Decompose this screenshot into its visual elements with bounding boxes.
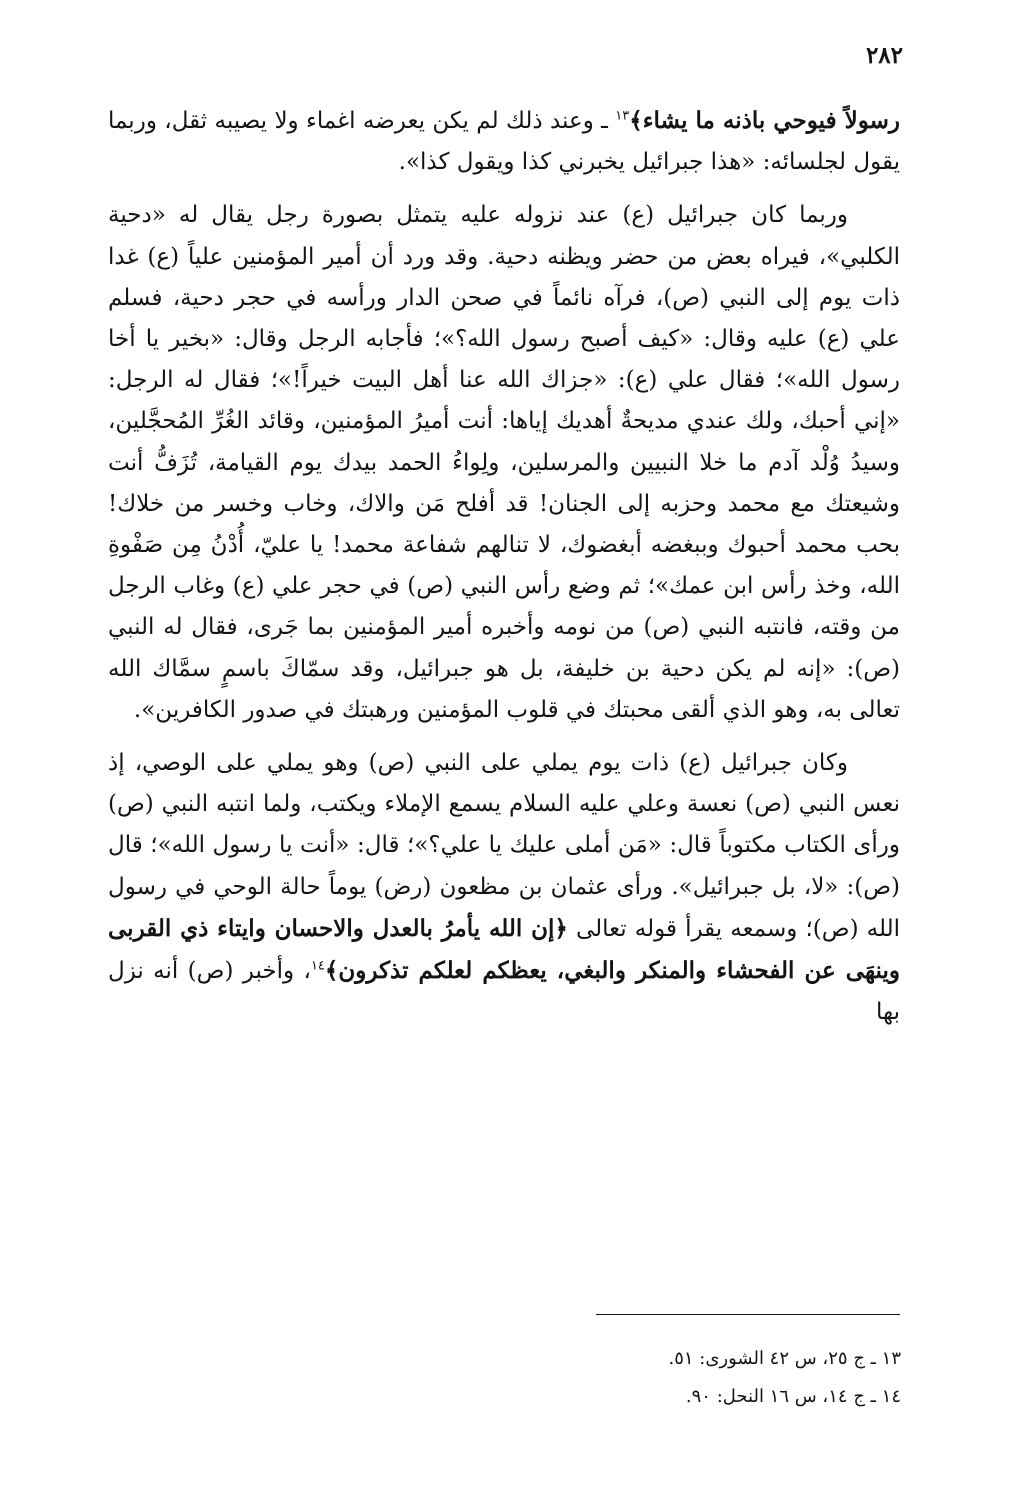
paragraph-3-end-text: ، وأخبر (ص) أنه نزل بها [108, 958, 900, 1026]
footnote-14: ١٤ ـ ج ١٤، س ١٦ النحل: ٩٠. [685, 1386, 901, 1407]
footnote-divider [596, 1314, 900, 1315]
footnote-ref-13[interactable]: ١٣ [615, 108, 630, 124]
paragraph-2 [108, 195, 900, 731]
footnotes [668, 1340, 901, 1416]
page-number: ٢٨٢ [865, 42, 903, 69]
quran-verse-nahl: ﴿إن الله يأمرُ بالعدل والاحسان وايتاء ذي القربى وينهَى عن الفحشاء والمنكر والبغي، يعظكم لعلكم تذكرون﴾ [108, 914, 900, 985]
footnote-ref-14[interactable]: ١٤ [310, 958, 325, 974]
paragraph-3-text: وكان جبرائيل (ع) ذات يوم يملي على النبي (ص) وهو يملي على الوصي، إذ نعس النبي (ص) نعسة وعلي عليه السلام يسمع الإملاء ويكتب، ولما انتبه النبي (ص) ورأى الكتاب مكتوباً قال: «مَن أملى عليك يا علي؟»؛ قال: «أنت يا رسول الله»؛ قال (ص): «لا، بل جبرائيل». ورأى عثمان بن مظعون (رض) يوماً حالة الوحي في رسول الله (ص)؛ وسمعه يقرأ قوله تعالى [108, 750, 900, 942]
quran-verse-ending: رسولاً فيوحي باذنه ما يشاء﴾ [629, 107, 900, 134]
paragraph-3 [108, 743, 900, 1033]
body-text [108, 100, 900, 1033]
paragraph-1 [108, 100, 900, 183]
footnote-13: ١٣ ـ ج ٢٥، س ٤٢ الشورى: ٥١. [668, 1348, 901, 1369]
paragraph-1-text: ـ وعند ذلك لم يكن يعرضه اغماء ولا يصيبه ثقل، وربما يقول لجلسائه: «هذا جبرائيل يخبرني كذا ويقول كذا». [108, 108, 900, 176]
paragraph-2-text: وربما كان جبرائيل (ع) عند نزوله عليه يتمثل بصورة رجل يقال له «دحية الكلبي»، فيراه بعض من حضر ويظنه دحية. وقد ورد أن أمير المؤمنين علياً (ع) غدا ذات يوم إلى النبي (ص)، فرآه نائماً في صحن الدار ورأسه في حجر دحية، فسلم علي (ع) عليه وقال: «كيف أصبح رسول الله؟»؛ فأجابه الرجل وقال: «بخير يا أخا رسول الله»؛ فقال علي (ع): «جزاك الله عنا أهل البيت خيراً!»؛ فقال له الرجل: «إني أحبك، ولك عندي مديحةٌ أهديك إياها: أنت أميرُ المؤمنين، وقائد الغُرِّ المُحجَّلين، وسيدُ وُلْد آدم ما خلا النبيين والمرسلين، ولِواءُ الحمد بيدك يوم القيامة، تُزَفُّ أنت وشيعتك مع محمد وحزبه إلى الجنان! قد أفلح مَن والاك، وخاب وخسر من خلاك! بحب محمد أحبوك وببغضه أبغضوك، لا تنالهم شفاعة محمد! يا عليّ، أُدْنُ مِن صَفْوةِ الله، وخذ رأس ابن عمك»؛ ثم وضع رأس النبي (ص) في حجر علي (ع) وغاب الرجل من وقته، فانتبه النبي (ص) من نومه وأخبره أمير المؤمنين بما جَرى، فقال له النبي (ص): «إنه لم يكن دحية بن خليفة، بل هو جبرائيل، وقد سمّاكَ باسمٍ سمَّاك الله تعالى به، وهو الذي ألقى محبتك في قلوب المؤمنين ورهبتك في صدور الكافرين». [108, 202, 900, 723]
